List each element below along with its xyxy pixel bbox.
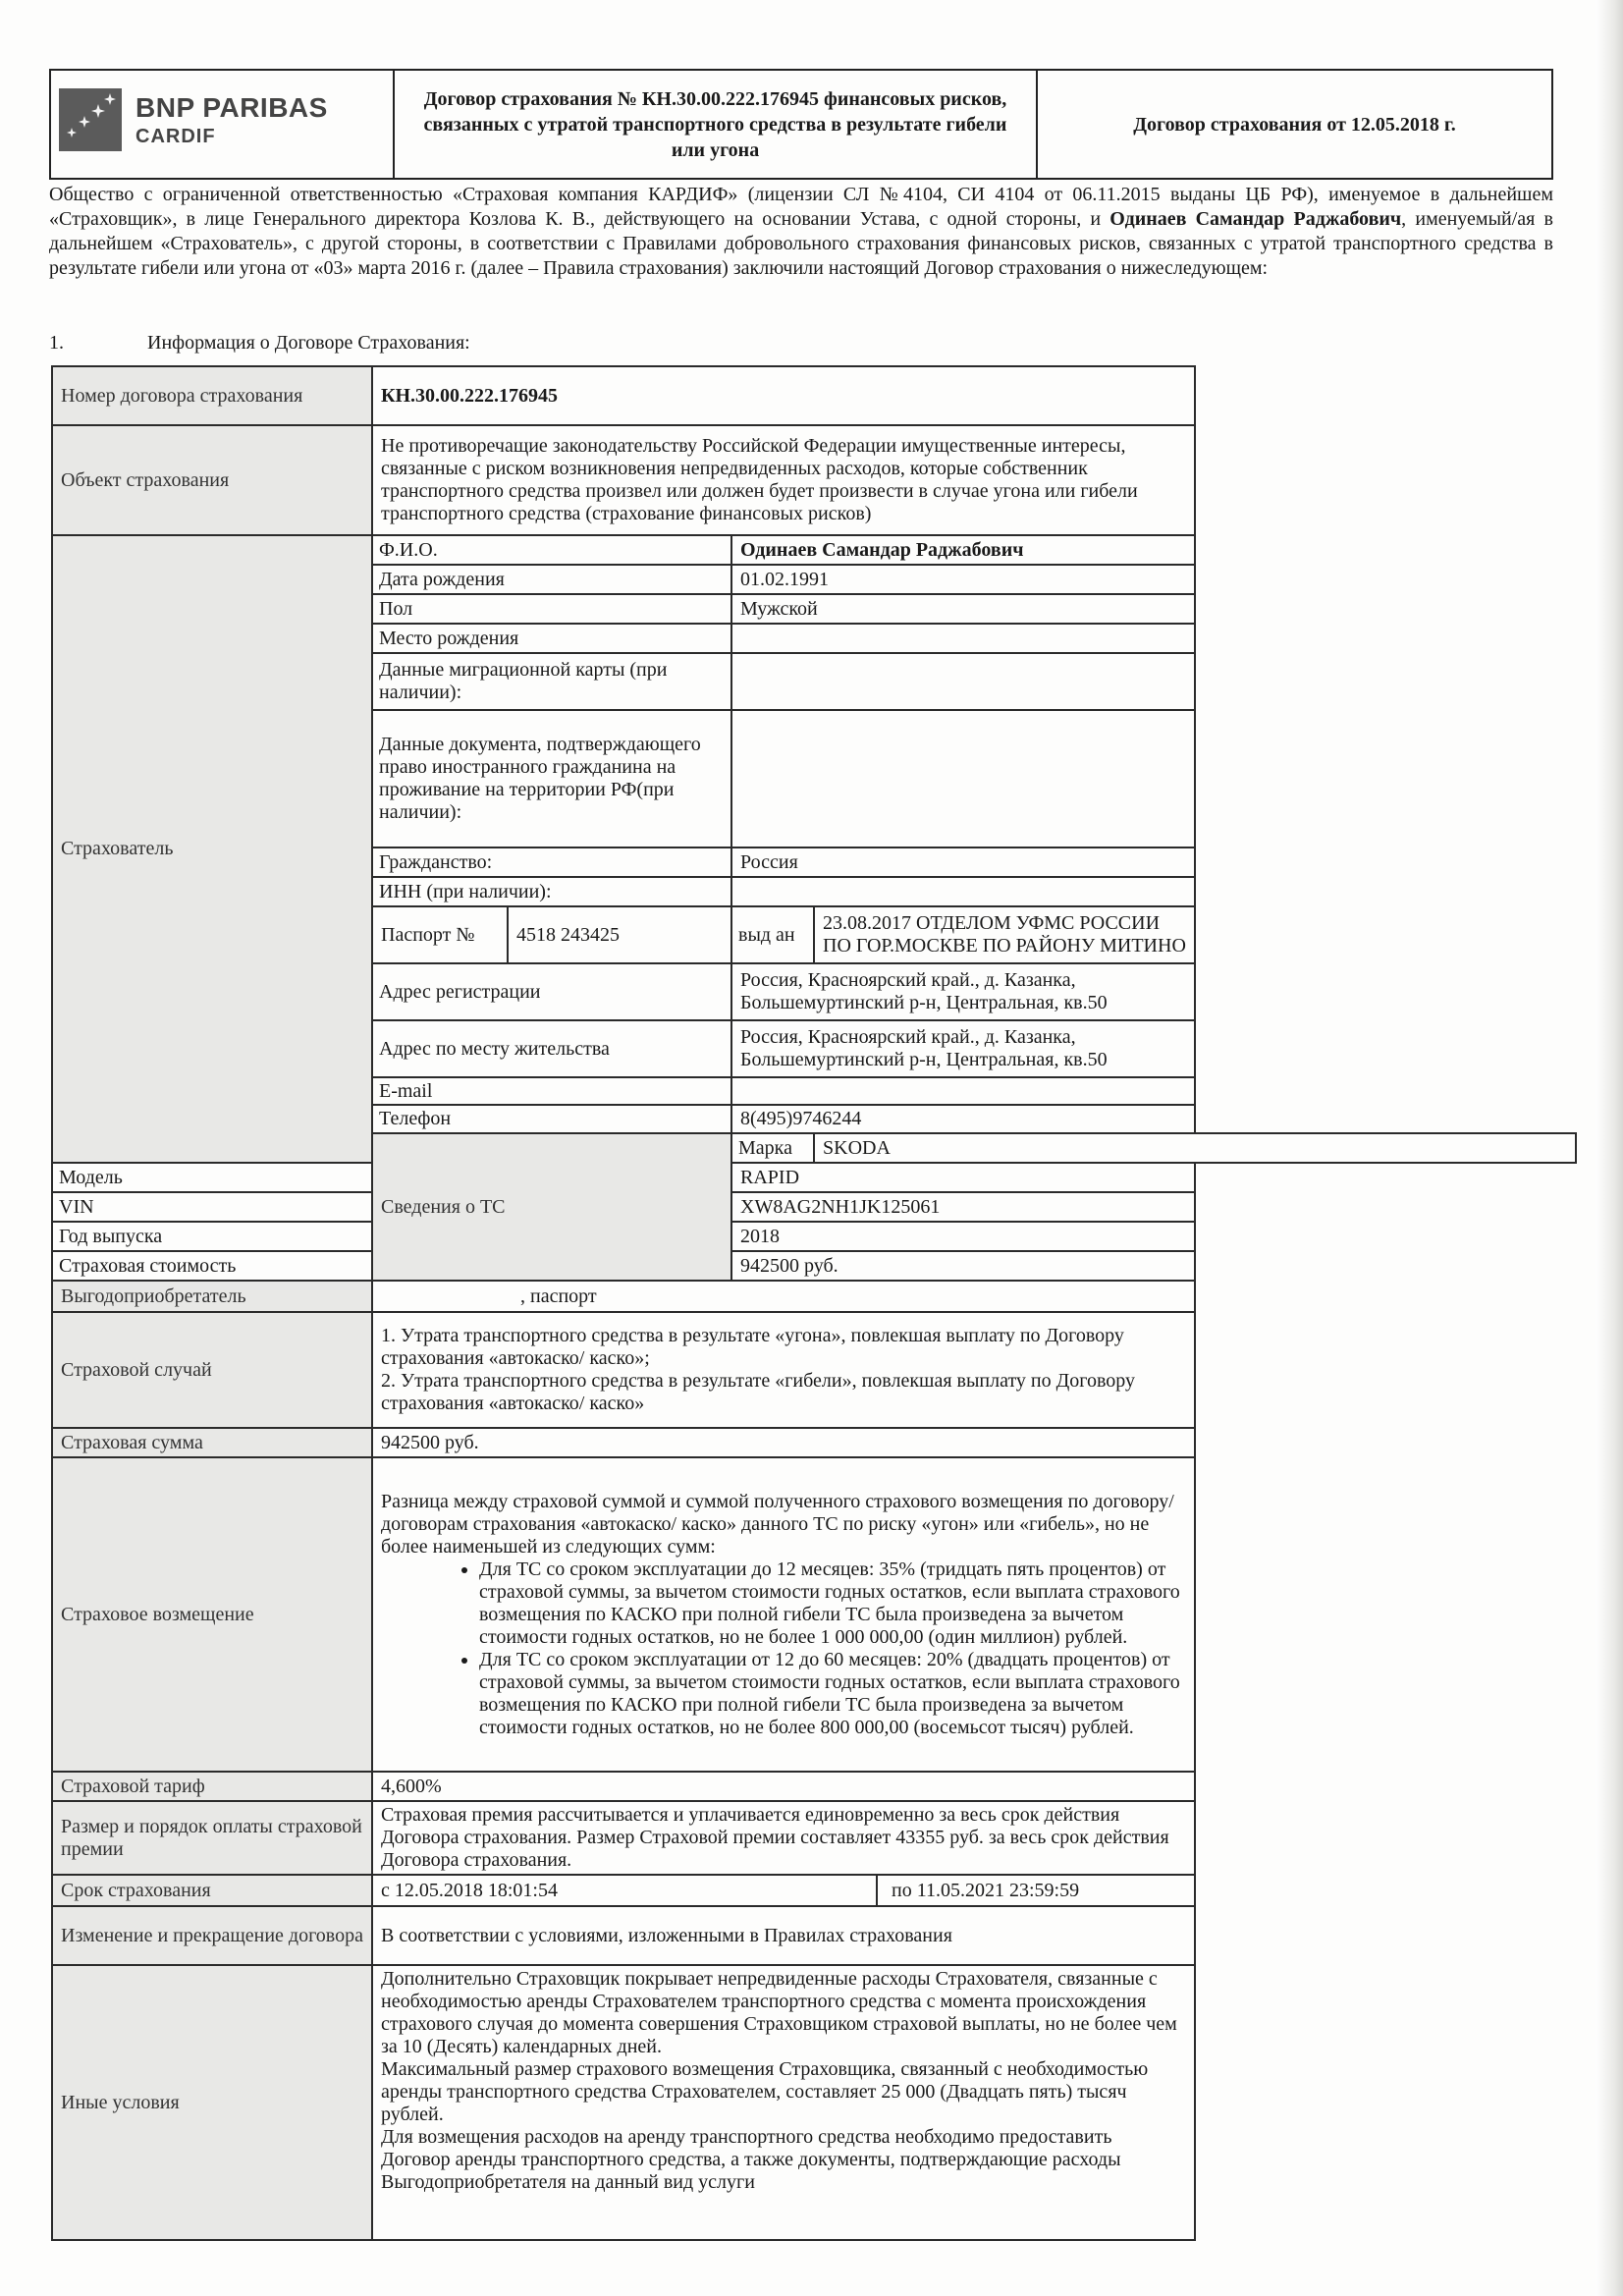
table-row (52, 1251, 1576, 1281)
table-row (52, 1772, 1576, 1801)
term-to: по 11.05.2021 23:59:59 (892, 1879, 1080, 1901)
citizenship-value: Россия (731, 847, 1195, 877)
contract-number-value: КН.30.00.222.176945 (372, 366, 1195, 425)
scan-edge (1596, 0, 1623, 2296)
tariff-label: Страховой тариф (52, 1772, 372, 1801)
beneficiary-label: Выгодоприобретатель (52, 1281, 372, 1312)
change-label: Изменение и прекращение договора (52, 1906, 372, 1965)
vehicle-label: Сведения о ТС (372, 1133, 731, 1281)
table-row (52, 1222, 1576, 1251)
vin-label: VIN (52, 1192, 372, 1222)
object-label: Объект страхования (52, 425, 372, 535)
sum-insured-value: 942500 руб. (372, 1428, 1195, 1457)
reg-address-label: Адрес регистрации (372, 963, 731, 1020)
model-value: RAPID (731, 1163, 1195, 1192)
table-row (52, 366, 1576, 425)
phone-value: 8(495)9746244 (731, 1105, 1195, 1133)
inn-label: ИНН (при наличии): (372, 877, 731, 906)
dob-value: 01.02.1991 (731, 565, 1195, 594)
table-row (52, 1875, 1576, 1906)
table-row (52, 1906, 1576, 1965)
vin-value: XW8AG2NH1JK125061 (731, 1192, 1195, 1222)
company-logo (51, 71, 395, 178)
term-label: Срок страхования (52, 1875, 372, 1906)
sum-insured-label: Страховая сумма (52, 1428, 372, 1457)
migration-label: Данные миграционной карты (при наличии): (372, 653, 731, 710)
year-value: 2018 (731, 1222, 1195, 1251)
intro-paragraph (49, 183, 1553, 281)
beneficiary-value: , паспорт (372, 1281, 1195, 1312)
sex-value: Мужской (731, 594, 1195, 624)
document-header (49, 69, 1553, 180)
intro-part2: , именуемый/ая в дальнейшем «Страхователь», с другой стороны, в соответствии с Правилами добровольного страхования финансовых рисков, связанных с утратой транспортного средства в результате гибели или угона от «03» марта 2016 г. (далее – Правила страхования) заключили настоящий Договор страхования о нижеследующем: (49, 208, 1553, 279)
residence-doc-value (731, 710, 1195, 847)
other-value (372, 1965, 1195, 2240)
year-label: Год выпуска (52, 1222, 372, 1251)
intro-part1: Общество с ограниченной ответственностью «Страховая компания КАРДИФ» (лицензии СЛ №4104, СИ 4104 от 06.11.2015 выданы ЦБ РФ), именуемое в дальнейшем «Страховщик», в лице Генерального директора Козлова К. В., действующего на основании Устава, с одной стороны, и (49, 184, 1553, 230)
contract-table (51, 365, 1577, 2241)
other-paragraph: Максимальный размер страхового возмещения Страховщика, связанный с необходимостью аренды транспортного средства Страхователем, составляет 25 000 (Двадцать пять) тысяч рублей. (381, 2058, 1149, 2125)
fio-value: Одинаев Самандар Раджабович (731, 535, 1195, 565)
make-label: Марка (731, 1133, 814, 1163)
compensation-intro: Разница между страховой суммой и суммой полученного страхового возмещения по договору/договорам страхования «автокаско/ каско» данного ТС по риску «угон» или «гибель», но не более наименьшей из следующих сумм: (381, 1490, 1174, 1558)
section-number: 1. (49, 332, 64, 354)
reg-address-value: Россия, Красноярский край., д. Казанка, Большемуртинский р-н, Центральная, кв.50 (731, 963, 1195, 1020)
live-address-value: Россия, Красноярский край., д. Казанка, Большемуртинский р-н, Центральная, кв.50 (731, 1020, 1195, 1077)
table-row (52, 1312, 1576, 1428)
passport-cell (372, 906, 731, 963)
stars-logo-icon (59, 88, 122, 151)
inn-value (731, 877, 1195, 906)
compensation-list (381, 1558, 1186, 1739)
other-paragraph: Для возмещения расходов на аренду транспортного средства необходимо предоставить Договор аренды транспортного средства, а также документы, подтверждающие расходы Выгодоприобретателя на данный вид услуги (381, 2126, 1121, 2193)
insured-event-value (372, 1312, 1195, 1428)
issued-value: 23.08.2017 ОТДЕЛОМ УФМС РОССИИ ПО ГОР.МОСКВЕ ПО РАЙОНУ МИТИНО (814, 906, 1195, 963)
term-from: с 12.05.2018 18:01:54 (373, 1876, 877, 1905)
table-row (52, 425, 1576, 535)
insured-label: Страхователь (52, 535, 372, 1163)
object-value: Не противоречащие законодательству Российской Федерации имущественные интересы, связанные с риском возникновения непредвиденных расходов, которые собственник транспортного средства произвел или должен будет произвести в случае угона или гибели транспортного средства (страхование финансовых рисков) (372, 425, 1195, 535)
passport-number: 4518 243425 (516, 923, 620, 946)
citizenship-label: Гражданство: (372, 847, 731, 877)
table-row (52, 1163, 1576, 1192)
section-heading (49, 331, 470, 355)
insured-event-item: 2. Утрата транспортного средства в результате «гибели», повлекшая выплату по Договору страхования «автокаско/ каско» (381, 1370, 1136, 1414)
table-row (52, 1457, 1576, 1772)
phone-label: Телефон (372, 1105, 731, 1133)
table-row (52, 1965, 1576, 2240)
table-row (52, 535, 1576, 565)
table-row (52, 1801, 1576, 1875)
dob-label: Дата рождения (372, 565, 731, 594)
birthplace-value (731, 624, 1195, 653)
sex-label: Пол (372, 594, 731, 624)
document-title: Договор страхования № КН.30.00.222.176945 финансовых рисков, связанных с утратой транспортного средства в результате гибели или угона (395, 71, 1038, 178)
passport-label: Паспорт № (373, 907, 508, 962)
live-address-label: Адрес по месту жительства (372, 1020, 731, 1077)
make-value: SKODA (814, 1133, 1576, 1163)
issued-label: выд ан (731, 906, 814, 963)
insured-event-item: 1. Утрата транспортного средства в результате «угона», повлекшая выплату по Договору страхования «автокаско/ каско»; (381, 1325, 1124, 1369)
intro-insured-name: Одинаев Самандар Раджабович (1109, 208, 1402, 230)
premium-label: Размер и порядок оплаты страховой премии (52, 1801, 372, 1875)
change-value: В соответствии с условиями, изложенными в Правилах страхования (372, 1906, 1195, 1965)
contract-number-label: Номер договора страхования (52, 366, 372, 425)
logo-sub: CARDIF (135, 126, 216, 147)
vehicle-value-label: Страховая стоимость (52, 1251, 372, 1281)
list-item: • Для ТС со сроком эксплуатации от 12 до 60 месяцев: 20% (двадцать процентов) от страховой суммы, за вычетом стоимости годных остатков, если выплата страхового возмещения по КАСКО при полной гибели ТС была произведена за вычетом стоимости годных остатков, но не более 800 000,00 (восемьсот тысяч) рублей. (479, 1649, 1186, 1739)
migration-value (731, 653, 1195, 710)
vehicle-value-value: 942500 руб. (731, 1251, 1195, 1281)
email-value (731, 1077, 1195, 1105)
compensation-value (372, 1457, 1195, 1772)
table-row (52, 1281, 1576, 1312)
birthplace-label: Место рождения (372, 624, 731, 653)
table-row (52, 1192, 1576, 1222)
term-cell (372, 1875, 1195, 1906)
document-date: Договор страхования от 12.05.2018 г. (1133, 113, 1456, 136)
other-paragraph: Дополнительно Страховщик покрывает непредвиденные расходы Страхователя, связанные с необходимостью аренды Страхователем транспортного средства с момента происхождения страхового случая до момента совершения Страховщиком страховой выплаты, но не более чем за 10 (Десять) календарных дней. (381, 1968, 1177, 2057)
residence-doc-label: Данные документа, подтверждающего право иностранного гражданина на проживание на территории РФ(при наличии): (372, 710, 731, 847)
logo-name: BNP PARIBAS (135, 92, 328, 123)
other-label: Иные условия (52, 1965, 372, 2240)
tariff-value: 4,600% (372, 1772, 1195, 1801)
model-label: Модель (52, 1163, 372, 1192)
fio-label: Ф.И.О. (372, 535, 731, 565)
insured-event-label: Страховой случай (52, 1312, 372, 1428)
compensation-label: Страховое возмещение (52, 1457, 372, 1772)
section-title: Информация о Договоре Страхования: (147, 332, 470, 354)
email-label: E-mail (372, 1077, 731, 1105)
premium-value: Страховая премия рассчитывается и уплачивается единовременно за весь срок действия Договора страхования. Размер Страховой премии составляет 43355 руб. за весь срок действия Договора страхования. (372, 1801, 1195, 1875)
list-item: • Для ТС со сроком эксплуатации до 12 месяцев: 35% (тридцать пять процентов) от страховой суммы, за вычетом стоимости годных остатков, если выплата страхового возмещения по КАСКО при полной гибели ТС была произведена за вычетом стоимости годных остатков, но не более 1 000 000,00 (один миллион) рублей. (479, 1558, 1186, 1649)
table-row (52, 1428, 1576, 1457)
